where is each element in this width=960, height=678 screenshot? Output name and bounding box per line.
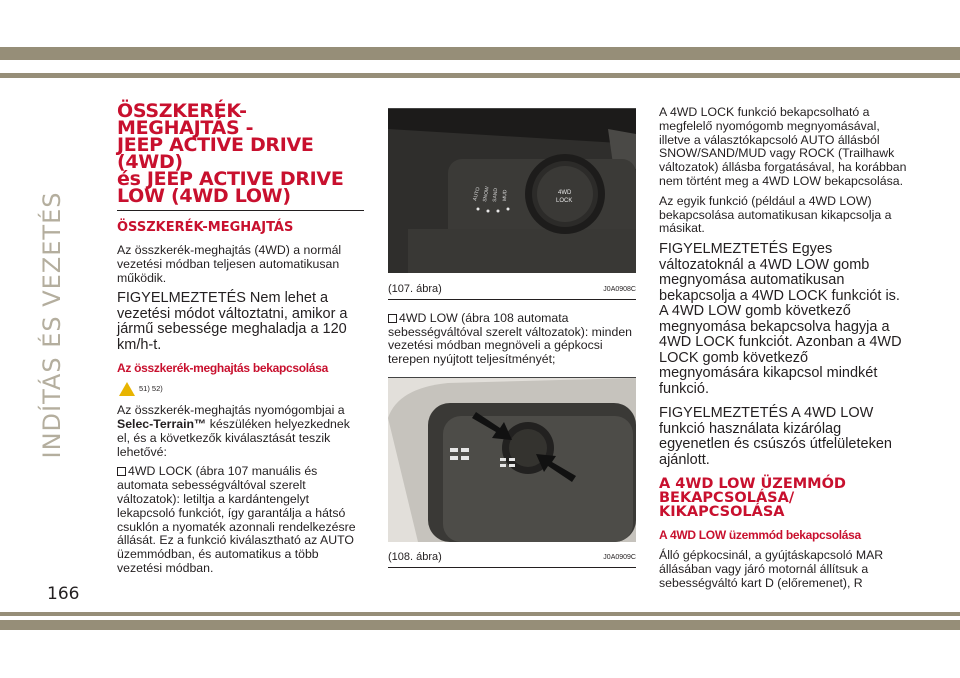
header-rule (0, 73, 960, 78)
paragraph-mutual-exclusion: Az egyik funkció (például a 4WD LOW) bekapcsolása automatikusan kikapcsolja a másikat. (659, 193, 892, 236)
list-item-4wd-lock (117, 465, 364, 575)
subheading-enable: Az összkerék-meghajtás bekapcsolása (117, 361, 328, 376)
header-band (0, 47, 960, 60)
warning-4wd-low-usage: FIGYELMEZTETÉS A 4WD LOW funkció használata kizárólag egyenetlen és csúszós útfelületeken ajánlott. (659, 405, 892, 468)
warning-4wd-low-lock: FIGYELMEZTETÉS Egyes változatoknál a 4WD LOW gomb megnyomása automatikusan bekapcsolja a 4WD LOCK funkciót is. A 4WD LOW gomb következő megnyomása bekapcsolva hagyja a 4WD LOCK funkciót. Azonban a 4WD LOCK gomb következő megnyomására kikapcsol mindkét funkció. (659, 241, 902, 397)
checkbox-bullet-icon (117, 467, 126, 476)
para-start: Az összkerék-meghajtás nyomógombjai a (117, 403, 345, 418)
column-1 (117, 100, 364, 582)
warning-references (119, 382, 364, 396)
checkbox-bullet-icon (388, 314, 397, 323)
warning-note: FIGYELMEZTETÉS Nem lehet a vezetési módot változtatni, amikor a jármű sebessége meghaladja a 120 km/h-t. (117, 290, 348, 353)
warning-triangle-icon (119, 382, 135, 396)
selec-terrain-paragraph (117, 404, 364, 459)
section-title-line: és JEEP ACTIVE DRIVE (117, 168, 344, 190)
selec-terrain-name: Selec-Terrain™ (117, 416, 207, 431)
heading-line: KIKAPCSOLÁSA (659, 504, 785, 521)
chapter-side-title: INDÍTÁS ÉS VEZETÉS (38, 191, 66, 459)
para-rest: készüléken helyezkednek el, és a következők kiválasztását teszik lehetővé: (117, 416, 350, 459)
figure-107-image (388, 108, 636, 273)
section-title-line: JEEP ACTIVE DRIVE (4WD) (117, 134, 314, 173)
mode-label: MUD (502, 189, 509, 202)
mode-label: AUTO (472, 186, 482, 202)
console-photo (388, 378, 636, 542)
figure-107-caption: (107. ábra) (388, 283, 442, 295)
title-rule (117, 210, 364, 211)
figure-108-image (388, 377, 636, 542)
page-number: 166 (47, 584, 80, 604)
figure-108-caption: (108. ábra) (388, 550, 442, 563)
item-text: 4WD LOW (ábra 108 automata sebességváltóval szerelt változatok): minden vezetési módban megnöveli a gépkocsi terepen nyújtott teljesítményét; (388, 310, 633, 367)
figure-108-code: J0A0909C (603, 553, 636, 561)
item-text: 4WD LOCK (ábra 107 manuális és automata sebességváltóval szerelt változatok): letiltja a kardántengelyt lekapcsoló funkciót, így garantálja a hátsó csuklón a nyomaték azonnali rendelkezésre állását. Ez a funkció kiválasztható az AUTO üzemmódban, és automatikus a több vezetési módban. (117, 464, 356, 575)
section-title-line: ÖSSZKERÉK-MEGHAJTÁS - (117, 100, 254, 139)
paragraph-procedure: Álló gépkocsinál, a gyújtáskapcsoló MAR állásában vagy járó motornál állítsuk a sebességváltó kart D (előremenet), R (659, 547, 884, 590)
heading-line: BEKAPCSOLÁSA/ (659, 490, 795, 507)
column-3 (659, 106, 909, 596)
heading-line: A 4WD LOW ÜZEMMÓD (659, 476, 846, 493)
footer-rule (0, 612, 960, 616)
footer-band (0, 620, 960, 630)
subsection-title: ÖSSZKERÉK-MEGHAJTÁS (117, 220, 294, 235)
mode-label: SAND (492, 187, 500, 203)
paragraph-lock-activation: A 4WD LOCK funkció bekapcsolható a megfelelő nyomógomb megnyomásával, illetve a választókapcsoló AUTO állásból SNOW/SAND/MUD vagy ROCK (Trailhawk változatok) állásba forgatásával, ha korábban nem történt meg a 4WD LOW bekapcsolása. (659, 105, 907, 188)
figure-107-caption-row (388, 283, 636, 300)
warning-ref-numbers: 51) 52) (139, 384, 163, 394)
figure-108-caption-row (388, 551, 636, 568)
knob-label: 4WD (558, 190, 572, 196)
section-title-line: LOW (4WD LOW) (117, 185, 291, 207)
section-heading-4wd-low (659, 477, 909, 519)
list-item-4wd-low (388, 312, 636, 367)
mode-label: SNOW (482, 185, 491, 203)
knob-label: LOCK (556, 198, 573, 204)
column-2 (388, 108, 636, 580)
subheading-4wd-low-enable: A 4WD LOW üzemmód bekapcsolása (659, 528, 861, 543)
section-title (117, 100, 364, 207)
intro-paragraph: Az összkerék-meghajtás (4WD) a normál vezetési módban teljesen automatikusan működik. (117, 243, 342, 285)
figure-107-code: J0A0908C (603, 286, 636, 293)
knob-photo (388, 109, 636, 273)
